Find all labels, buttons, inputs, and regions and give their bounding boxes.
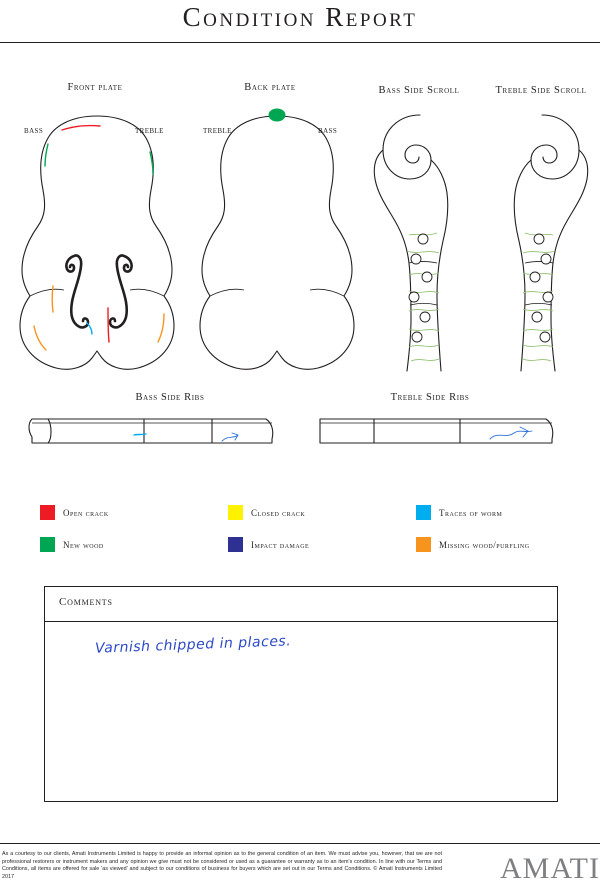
back-plate-diagram: [192, 108, 362, 378]
legend-item-open-crack: [40, 505, 109, 520]
label-back-treble: TREBLE: [203, 127, 232, 135]
caption-front-plate: Front plate: [67, 82, 123, 93]
caption-bass-side-ribs: Bass Side Ribs: [135, 392, 205, 403]
footer-divider: [0, 843, 600, 844]
caption-treble-side-ribs: Treble Side Ribs: [390, 392, 470, 403]
bass-side-ribs-diagram: [26, 405, 286, 453]
swatch-closed-crack: [228, 505, 243, 520]
comments-box[interactable]: [44, 586, 558, 802]
legend-item-impact-damage: [228, 537, 309, 552]
legend-label-missing-wood: Missing wood/purfling: [439, 539, 530, 550]
comments-divider: [45, 621, 557, 622]
swatch-missing-wood: [416, 537, 431, 552]
condition-legend: [40, 505, 580, 567]
swatch-new-wood: [40, 537, 55, 552]
legend-label-traces-of-worm: Traces of worm: [439, 507, 503, 518]
page-title: Condition Report: [182, 2, 418, 32]
legend-item-new-wood: [40, 537, 104, 552]
caption-bass-side-scroll: Bass Side Scroll: [378, 85, 460, 96]
comments-value[interactable]: Varnish chipped in places.: [94, 633, 292, 657]
treble-side-scroll-diagram: [487, 105, 597, 380]
footer-disclaimer: As a courtesy to our clients, Amati Instruments Limited is happy to provide an informal opinion as to the general condition of an item. We must advise you, however, that we are not professional restorers or instrument makers and any opinion we give must not be considered or used as a guarantee or warranty as to an item's condition. In line with our Terms and Conditions, all items are offered for sale 'as viewed' and subject to our conditions of business for buyers which are set out in our Terms and Conditions. © Amati Instruments Limited 2017: [2, 851, 442, 880]
legend-label-closed-crack: Closed crack: [251, 507, 306, 518]
title-divider: [0, 42, 600, 43]
legend-label-new-wood: New wood: [63, 539, 104, 550]
label-back-bass: BASS: [318, 127, 338, 135]
caption-back-plate: Back plate: [244, 82, 296, 93]
caption-treble-side-scroll: Treble Side Scroll: [495, 85, 587, 96]
label-front-treble: TREBLE: [135, 127, 164, 135]
front-plate-diagram: [12, 108, 182, 378]
legend-label-open-crack: Open crack: [63, 507, 109, 518]
bass-side-scroll-diagram: [365, 105, 475, 380]
comments-heading: Comments: [59, 596, 113, 608]
swatch-traces-of-worm: [416, 505, 431, 520]
swatch-open-crack: [40, 505, 55, 520]
legend-item-closed-crack: [228, 505, 305, 520]
label-front-bass: BASS: [24, 127, 44, 135]
legend-item-traces-of-worm: [416, 505, 502, 520]
legend-label-impact-damage: Impact damage: [251, 539, 310, 550]
legend-item-missing-wood: [416, 537, 530, 552]
treble-side-ribs-diagram: [314, 405, 574, 453]
amati-logo: AMATI: [500, 852, 600, 885]
swatch-impact-damage: [228, 537, 243, 552]
